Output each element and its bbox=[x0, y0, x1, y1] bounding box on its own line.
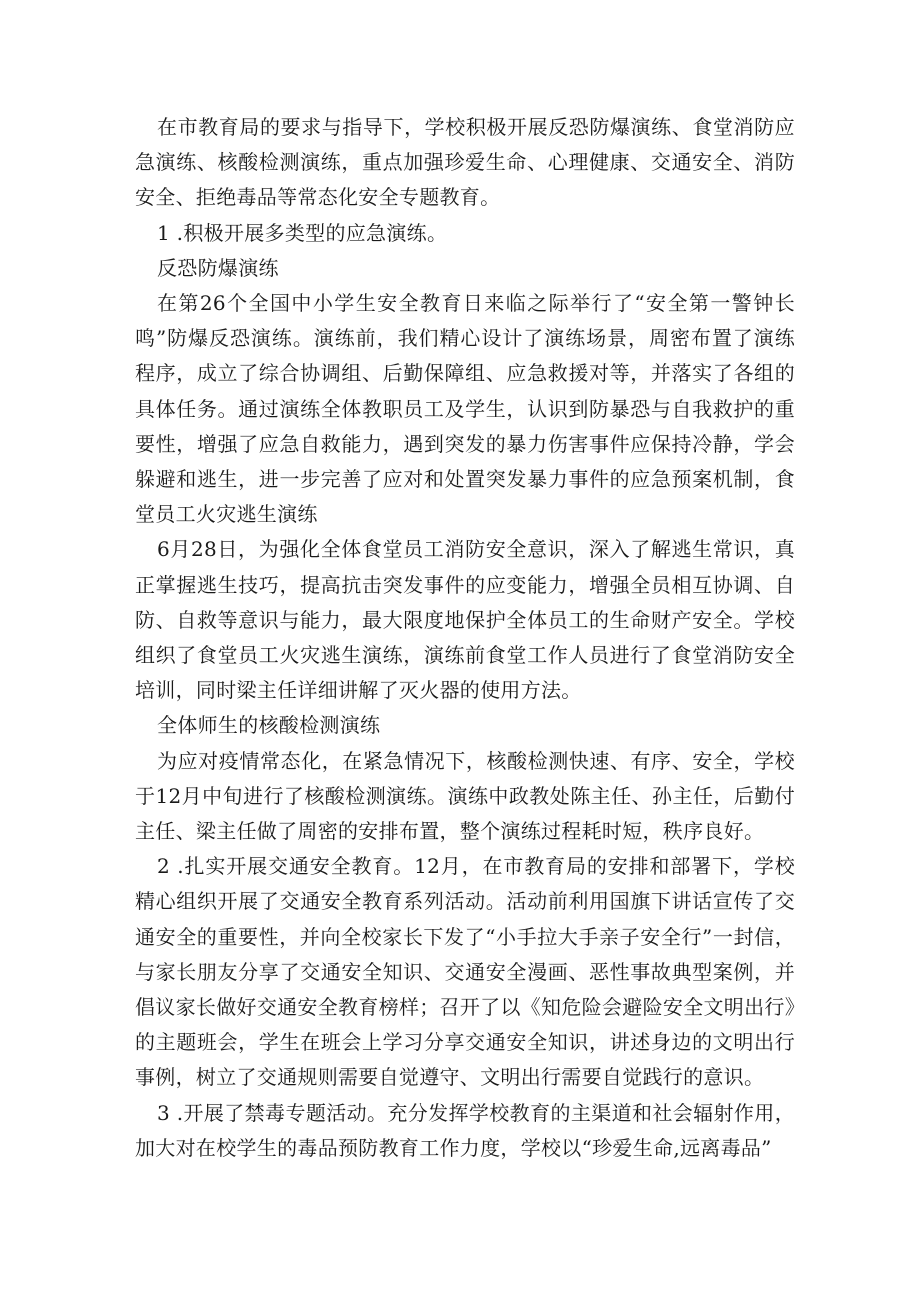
section-1-heading: 1 .积极开展多类型的应急演练。 bbox=[157, 220, 448, 245]
anti-drug-paragraph: 3 .开展了禁毒专题活动。充分发挥学校教育的主渠道和社会辐射作用，加大对在校学生的毒品预防教育工作力度，学校以“珍爱生命,远离毒品” bbox=[135, 1100, 795, 1160]
nucleic-acid-drill-paragraph: 为应对疫情常态化，在紧急情况下，核酸检测快速、有序、安全，学校于12月中旬进行了核酸检测演练。演练中政教处陈主任、孙主任，后勤付主任、梁主任做了周密的安排布置，整个演练过程耗时短，秩序良好。 bbox=[135, 748, 795, 844]
traffic-safety-paragraph: 2 .扎实开展交通安全教育。12月，在市教育局的安排和部署下，学校精心组织开展了交通安全教育系列活动。活动前利用国旗下讲话宣传了交通安全的重要性，并向全校家长下发了“小手拉大手亲子安全行”一封信，与家长朋友分享了交通安全知识、交通安全漫画、恶性事故典型案例，并倡议家长做好交通安全教育榜样；召开了以《知危险会避险安全文明出行》的主题班会，学生在班会上学习分享交通安全知识，讲述身边的文明出行事例，树立了交通规则需要自觉遵守、文明出行需要自觉践行的意识。 bbox=[135, 854, 795, 1090]
anti-terror-drill-paragraph: 在第26个全国中小学生安全教育日来临之际举行了“安全第一警钟长鸣”防爆反恐演练。演练前，我们精心设计了演练场景，周密布置了演练程序，成立了综合协调组、后勤保障组、应急救援对等，并落实了各组的具体任务。通过演练全体教职员工及学生，认识到防暴恐与自我救护的重要性，增强了应急自救能力，遇到突发的暴力伤害事件应保持冷静，学会躲避和逃生，进一步完善了应对和处置突发暴力事件的应急预案机制，食堂员工火灾逃生演练 bbox=[135, 291, 795, 527]
intro-paragraph: 在市教育局的要求与指导下，学校积极开展反恐防爆演练、食堂消防应急演练、核酸检测演练，重点加强珍爱生命、心理健康、交通安全、消防安全、拒绝毒品等常态化安全专题教育。 bbox=[135, 115, 795, 210]
subheading-nucleic-acid-drill: 全体师生的核酸检测演练 bbox=[157, 713, 381, 738]
fire-escape-drill-paragraph: 6月28日，为强化全体食堂员工消防安全意识，深入了解逃生常识，真正掌握逃生技巧，提高抗击突发事件的应变能力，增强全员相互协调、自防、自救等意识与能力，最大限度地保护全体员工的生命财产安全。学校组织了食堂员工火灾逃生演练，演练前食堂工作人员进行了食堂消防安全培训，同时梁主任详细讲解了灭火器的使用方法。 bbox=[135, 537, 795, 703]
document-body bbox=[135, 110, 795, 1166]
subheading-anti-terror-drill: 反恐防爆演练 bbox=[157, 255, 279, 280]
